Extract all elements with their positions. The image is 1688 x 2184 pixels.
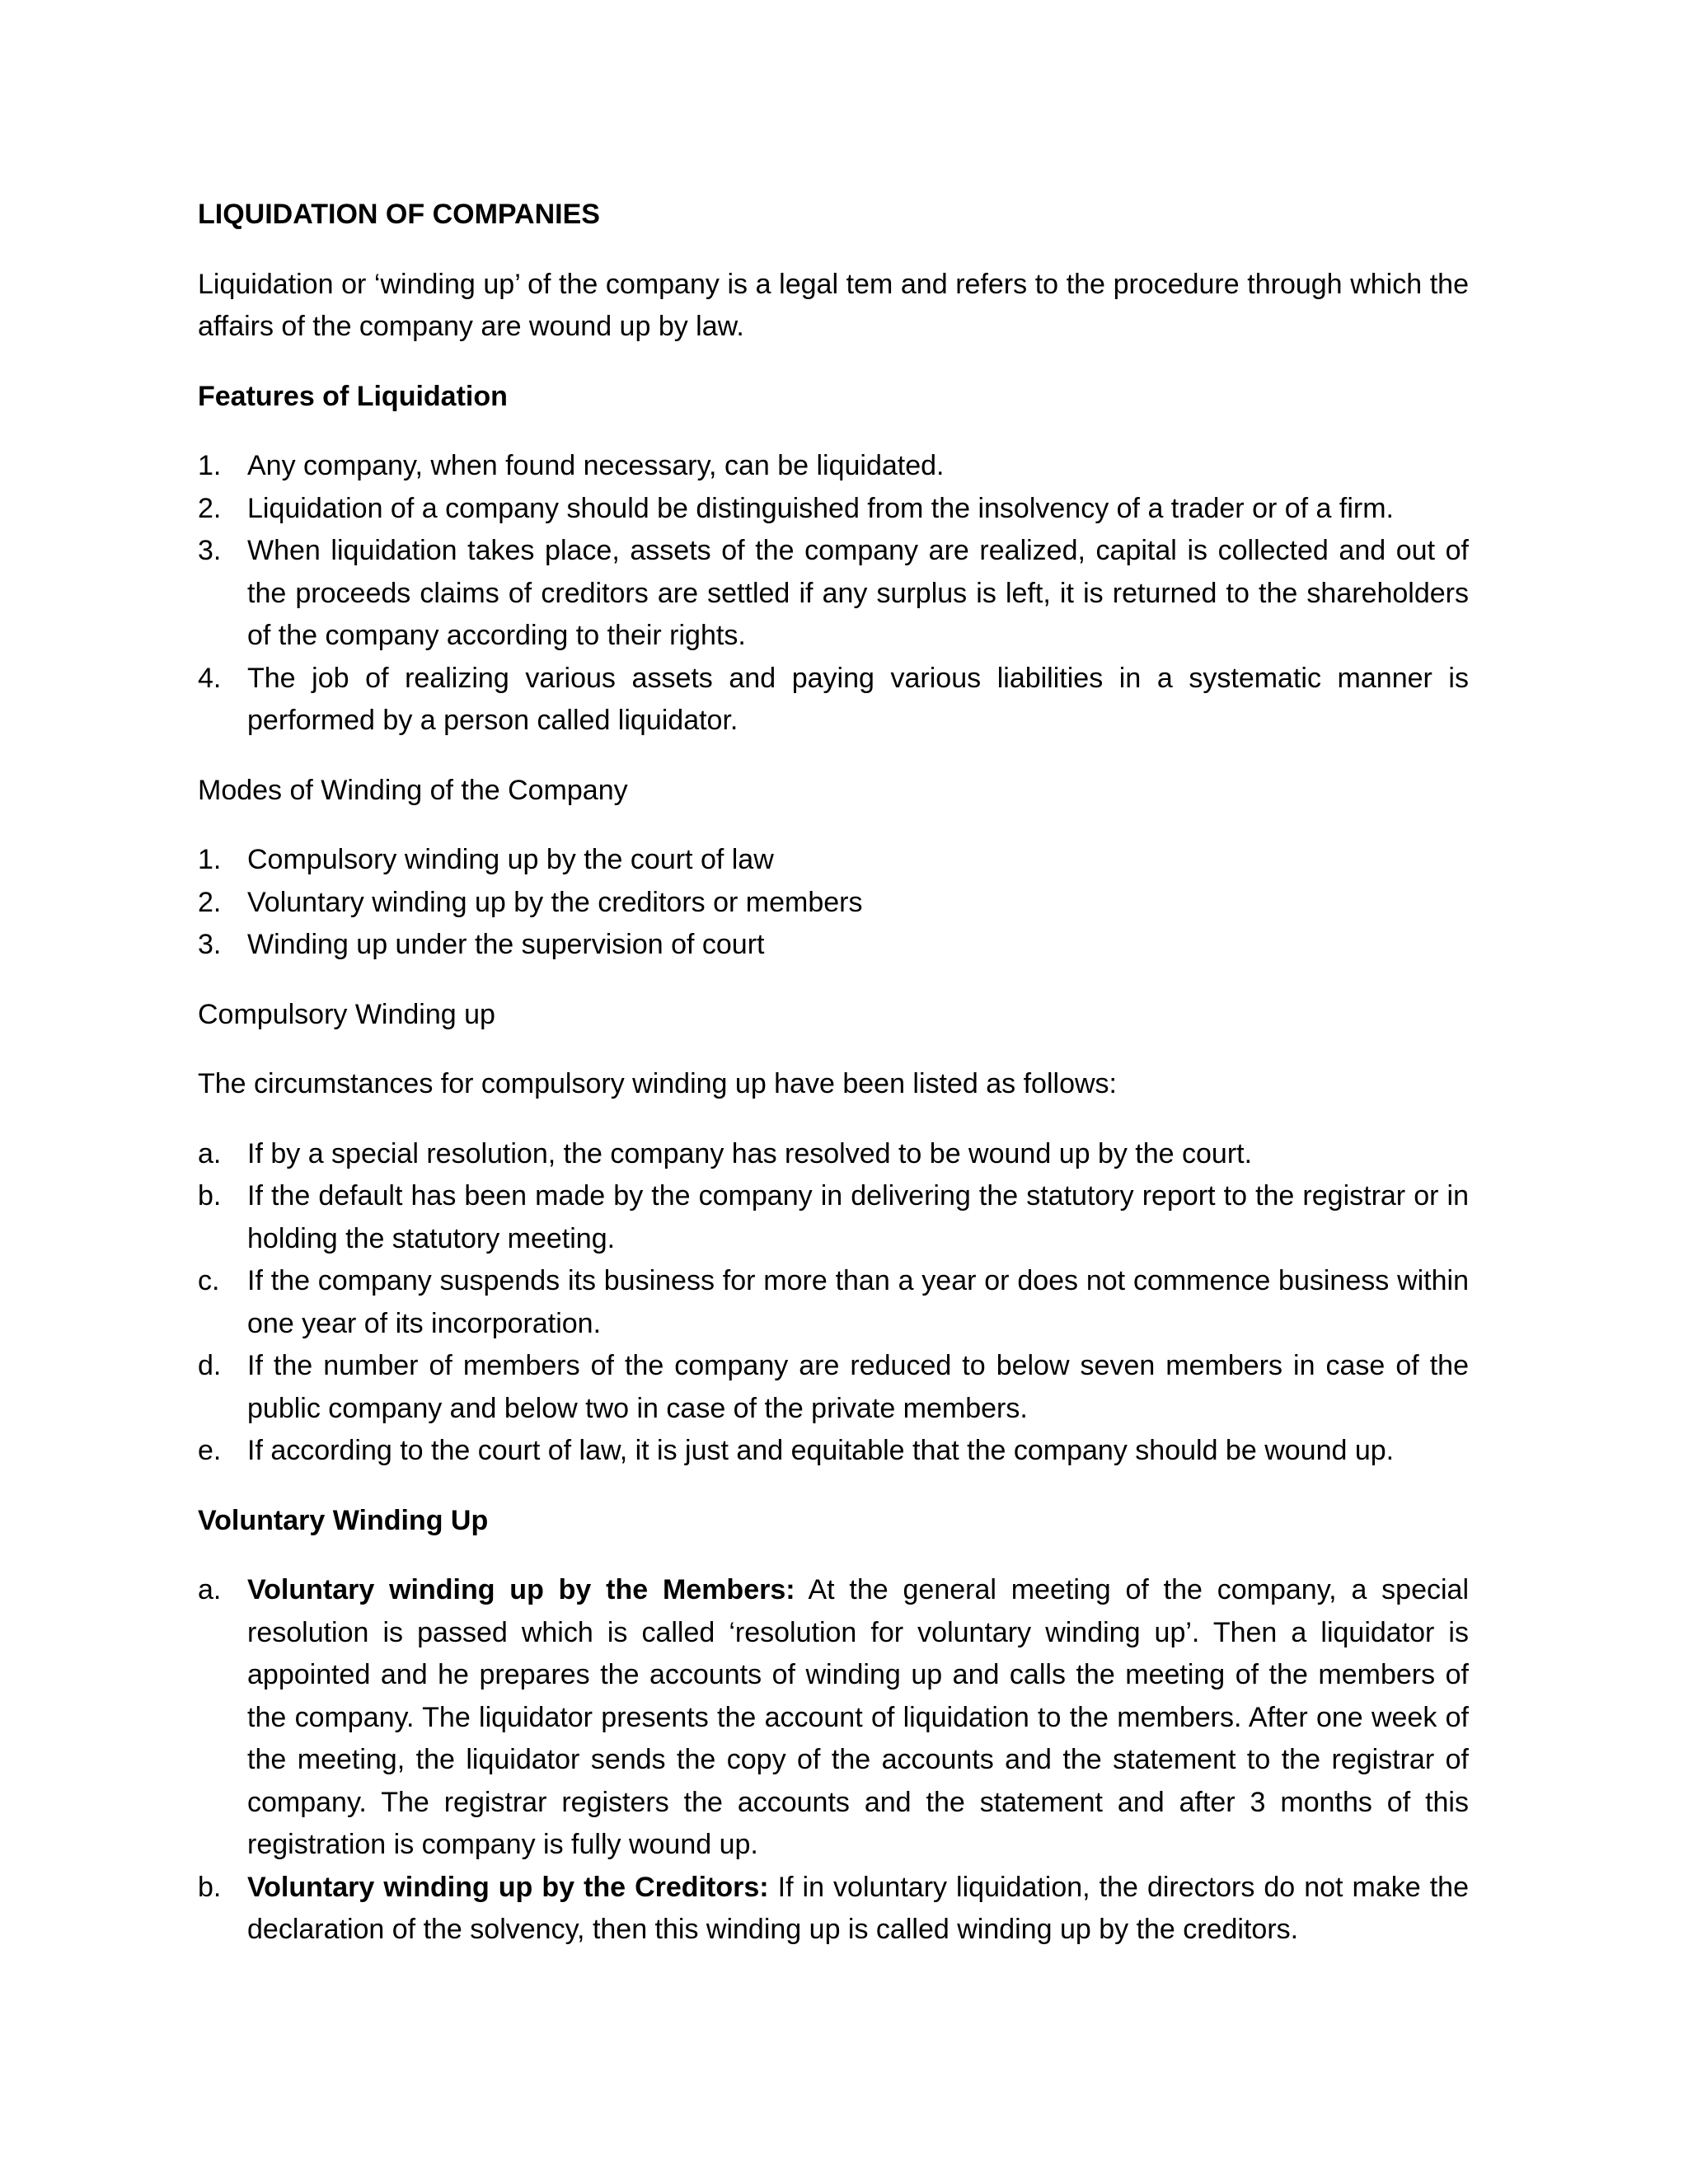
list-item bbox=[198, 1430, 1469, 1473]
list-item-text: When liquidation takes place, assets of the company are realized, capital is collected and out of the proceeds claims of creditors are settled if any surplus is left, it is returned to the shareholders of the company according to their rights. bbox=[247, 535, 1469, 651]
features-list bbox=[198, 445, 1469, 743]
list-item bbox=[198, 658, 1469, 743]
list-item-text: If the number of members of the company are reduced to below seven members in case of the public company and below two in case of the private members. bbox=[247, 1350, 1469, 1424]
list-item bbox=[198, 882, 1469, 925]
list-item-text bbox=[247, 1867, 1469, 1952]
list-item bbox=[198, 445, 1469, 488]
list-marker: e. bbox=[198, 1435, 222, 1466]
item-lead: Voluntary winding up by the Creditors: bbox=[247, 1871, 769, 1903]
list-item-text: If according to the court of law, it is just and equitable that the company should be wound up. bbox=[247, 1435, 1395, 1466]
list-item bbox=[198, 839, 1469, 882]
list-item bbox=[198, 1133, 1469, 1176]
list-marker: b. bbox=[198, 1871, 222, 1903]
circumstances-list bbox=[198, 1133, 1469, 1473]
list-item bbox=[198, 1867, 1469, 1952]
list-marker: a. bbox=[198, 1137, 222, 1169]
list-marker: 2. bbox=[198, 886, 222, 918]
item-lead: Voluntary winding up by the Members: bbox=[247, 1574, 795, 1605]
list-item bbox=[198, 488, 1469, 531]
list-item bbox=[198, 1175, 1469, 1260]
list-item-text: Liquidation of a company should be distinguished from the insolvency of a trader or of a firm. bbox=[247, 492, 1394, 524]
list-item bbox=[198, 530, 1469, 658]
list-marker: 4. bbox=[198, 662, 222, 694]
list-marker: 3. bbox=[198, 535, 222, 566]
modes-heading: Modes of Winding of the Company bbox=[198, 774, 628, 806]
voluntary-list bbox=[198, 1569, 1469, 1952]
compulsory-heading: Compulsory Winding up bbox=[198, 998, 495, 1030]
modes-list bbox=[198, 839, 1469, 967]
features-heading: Features of Liquidation bbox=[198, 380, 508, 412]
list-marker: a. bbox=[198, 1574, 222, 1605]
list-item-text: If the default has been made by the company in delivering the statutory report to the registrar or in holding the statutory meeting. bbox=[247, 1180, 1469, 1254]
list-marker: 3. bbox=[198, 929, 222, 960]
item-body: At the general meeting of the company, a special resolution is passed which is called ‘resolution for voluntary winding up’. Then a liquidator is appointed and he prepares the accounts of winding up and calls the meeting of the members of the company. The liquidator presents the account of liquidation to the members. After one week of the meeting, the liquidator sends the copy of the accounts and the statement to the registrar of company. The registrar registers the accounts and the statement and after 3 months of this registration is company is fully wound up. bbox=[247, 1574, 1469, 1860]
list-marker: c. bbox=[198, 1265, 220, 1296]
list-item-text: If by a special resolution, the company has resolved to be wound up by the court. bbox=[247, 1137, 1253, 1169]
list-item-text: Winding up under the supervision of court bbox=[247, 929, 765, 960]
list-marker: 1. bbox=[198, 450, 222, 481]
document-page bbox=[198, 194, 1469, 1979]
intro-paragraph: Liquidation or ‘winding up’ of the company is a legal tem and refers to the procedure through which the affairs of the company are wound up by law. bbox=[198, 268, 1469, 342]
list-marker: b. bbox=[198, 1180, 222, 1212]
list-item bbox=[198, 1569, 1469, 1867]
list-item bbox=[198, 924, 1469, 967]
list-item-text: Compulsory winding up by the court of law bbox=[247, 844, 774, 875]
list-item-text bbox=[247, 1569, 1469, 1867]
list-item-text: If the company suspends its business for more than a year or does not commence business within one year of its incorporation. bbox=[247, 1265, 1469, 1339]
list-item bbox=[198, 1345, 1469, 1430]
document-title: LIQUIDATION OF COMPANIES bbox=[198, 199, 600, 230]
list-marker: d. bbox=[198, 1350, 222, 1381]
list-item-text: Voluntary winding up by the creditors or members bbox=[247, 886, 863, 918]
compulsory-intro: The circumstances for compulsory winding up have been listed as follows: bbox=[198, 1068, 1117, 1099]
list-marker: 1. bbox=[198, 844, 222, 875]
item-body: If in voluntary liquidation, the directors do not make the declaration of the solvency, then this winding up is called winding up by the creditors. bbox=[247, 1871, 1469, 1945]
voluntary-heading: Voluntary Winding Up bbox=[198, 1504, 489, 1536]
list-item-text: Any company, when found necessary, can be liquidated. bbox=[247, 450, 945, 481]
list-item-text: The job of realizing various assets and paying various liabilities in a systematic manner is performed by a person called liquidator. bbox=[247, 662, 1469, 736]
list-marker: 2. bbox=[198, 492, 222, 524]
list-item bbox=[198, 1260, 1469, 1345]
